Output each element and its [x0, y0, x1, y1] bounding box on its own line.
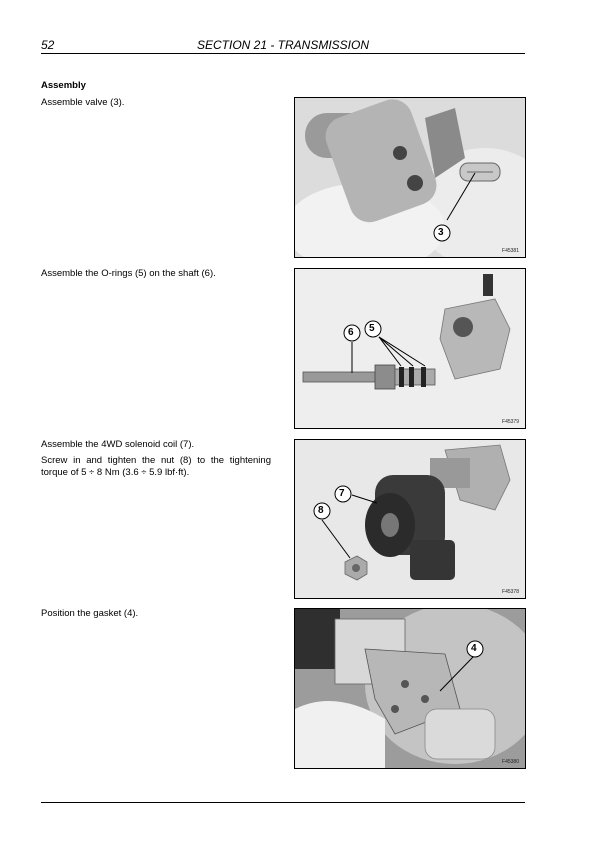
figure-2-photo — [295, 269, 525, 428]
figure-1 — [294, 97, 526, 258]
step-1-text: Assemble valve (3). — [41, 97, 125, 108]
figure-code: F45378 — [502, 589, 519, 595]
callout-4: 4 — [471, 643, 477, 654]
figure-3 — [294, 439, 526, 599]
figure-code: F45380 — [502, 759, 519, 765]
callout-3: 3 — [438, 227, 444, 238]
figure-code: F45379 — [502, 419, 519, 425]
step-3-text-2: Screw in and tighten the nut (8) to the tightening torque of 5 ÷ 8 Nm (3.6 ÷ 5.9 lbf·ft). — [41, 455, 271, 478]
section-title: SECTION 21 - TRANSMISSION — [196, 38, 370, 52]
page-number: 52 — [41, 38, 55, 52]
figure-4-photo — [295, 609, 525, 768]
footer-rule — [41, 802, 525, 803]
callout-5: 5 — [369, 323, 375, 334]
step-4-text: Position the gasket (4). — [41, 608, 139, 619]
figure-1-photo — [295, 98, 525, 257]
header-rule — [41, 53, 525, 54]
figure-3-photo — [295, 440, 525, 598]
callout-8: 8 — [318, 505, 324, 516]
figure-4 — [294, 608, 526, 769]
callout-7: 7 — [339, 488, 345, 499]
section-heading: Assembly — [41, 80, 86, 91]
step-2-text: Assemble the O-rings (5) on the shaft (6). — [41, 268, 216, 279]
figure-2 — [294, 268, 526, 429]
page-header — [41, 38, 525, 54]
step-3-text: Assemble the 4WD solenoid coil (7). — [41, 439, 195, 450]
figure-code: F45381 — [502, 248, 519, 254]
callout-6: 6 — [348, 327, 354, 338]
